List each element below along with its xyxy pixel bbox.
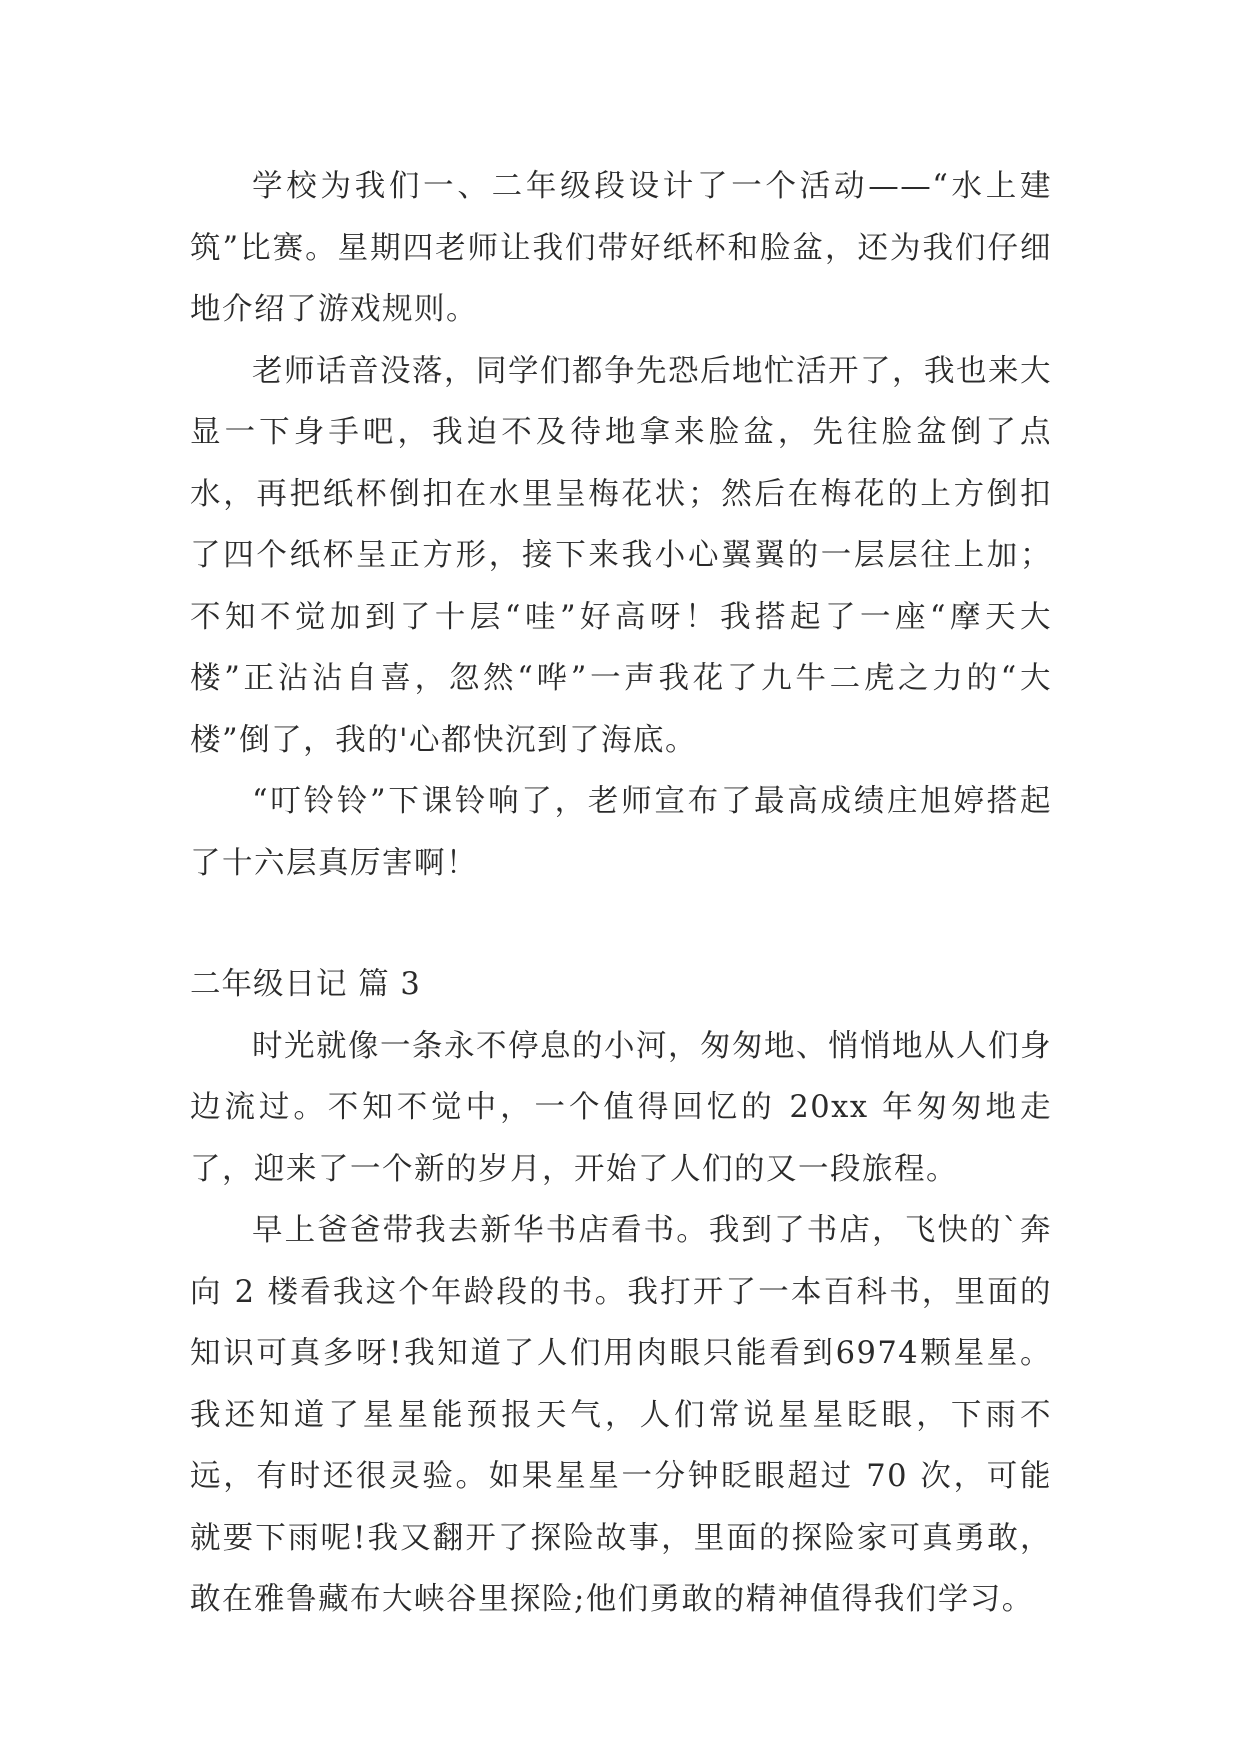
section-heading: 二年级日记 篇 3 (190, 967, 421, 1002)
document-body (190, 156, 1052, 1631)
paragraph-bookstore-visit: 早上爸爸带我去新华书店看书。我到了书店，飞快的`奔向 2 楼看我这个年龄段的书。我打开了一本百科书，里面的知识可真多呀!我知道了人们用肉眼只能看到6974颗星星。我还知道了星星能预报天气，人们常说星星眨眼，下雨不远，有时还很灵验。如果星星一分钟眨眼超过 70 次，可能就要下雨呢!我又翻开了探险故事，里面的探险家可真勇敢，敢在雅鲁藏布大峡谷里探险;他们勇敢的精神值得我们学习。 (190, 1213, 1052, 1617)
paragraph-class-end: “叮铃铃”下课铃响了，老师宣布了最高成绩庄旭婷搭起了十六层真厉害啊！ (190, 784, 1052, 881)
section-spacer (190, 894, 1052, 954)
paragraph-time-passing: 时光就像一条永不停息的小河，匆匆地、悄悄地从人们身边流过。不知不觉中，一个值得回忆的 20xx 年匆匆地走了，迎来了一个新的岁月，开始了人们的又一段旅程。 (190, 1028, 1052, 1187)
paragraph-activity-intro: 学校为我们一、二年级段设计了一个活动——“水上建筑”比赛。星期四老师让我们带好纸杯和脸盆，还为我们仔细地介绍了游戏规则。 (190, 169, 1052, 327)
paragraph-building-process: 老师话音没落，同学们都争先恐后地忙活开了，我也来大显一下身手吧，我迫不及待地拿来脸盆，先往脸盆倒了点水，再把纸杯倒扣在水里呈梅花状；然后在梅花的上方倒扣了四个纸杯呈正方形，接下来我小心翼翼的一层层往上加；不知不觉加到了十层“哇”好高呀！我搭起了一座“摩天大楼”正沾沾自喜，忽然“哗”一声我花了九牛二虎之力的“大楼”倒了，我的'心都快沉到了海底。 (190, 353, 1052, 758)
